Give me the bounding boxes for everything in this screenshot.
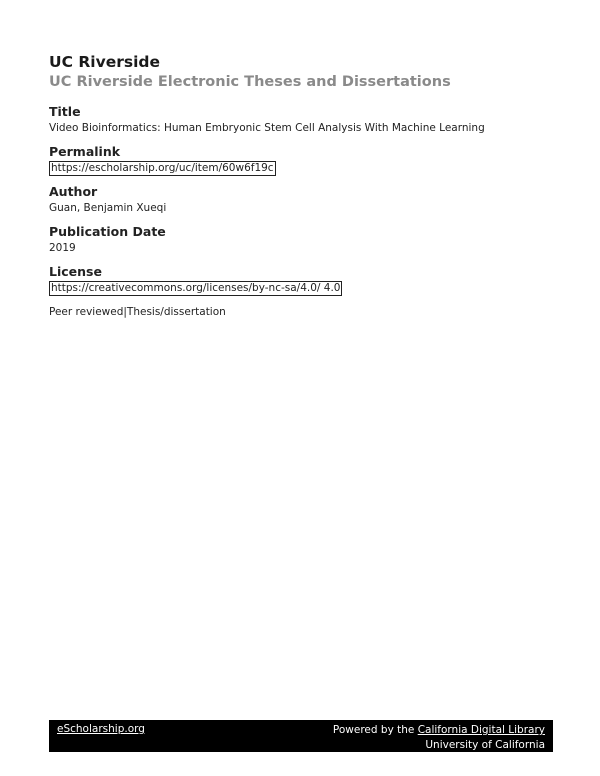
escholarship-link[interactable]: eScholarship.org: [57, 723, 145, 735]
permalink-link[interactable]: https://escholarship.org/uc/item/60w6f19c: [51, 162, 274, 174]
license-link[interactable]: https://creativecommons.org/licenses/by-nc-sa/4.0/ 4.0: [51, 282, 341, 294]
series-name: UC Riverside Electronic Theses and Dissertations: [49, 74, 451, 90]
author-value: Guan, Benjamin Xueqi: [49, 202, 167, 214]
title-label: Title: [49, 104, 81, 119]
footer-credits: [333, 723, 545, 753]
title-value: Video Bioinformatics: Human Embryonic Stem Cell Analysis With Machine Learning: [49, 122, 485, 134]
publication-date-value: 2019: [49, 242, 76, 254]
university-name: University of California: [425, 739, 545, 751]
license-field: [49, 264, 559, 296]
cdl-link[interactable]: California Digital Library: [417, 724, 545, 736]
permalink-field: [49, 144, 559, 176]
institution-name: UC Riverside: [49, 53, 161, 71]
author-label: Author: [49, 184, 98, 199]
publication-date-field: [49, 224, 559, 256]
title-field: [49, 104, 559, 136]
powered-by-text: Powered by the: [332, 724, 418, 736]
footer-bar: [49, 720, 553, 752]
cover-page: [49, 52, 559, 320]
license-label: License: [49, 264, 102, 279]
publication-date-label: Publication Date: [49, 224, 166, 239]
author-field: [49, 184, 559, 216]
peer-review-status: Peer reviewed|Thesis/dissertation: [49, 306, 226, 318]
permalink-label: Permalink: [49, 144, 121, 159]
